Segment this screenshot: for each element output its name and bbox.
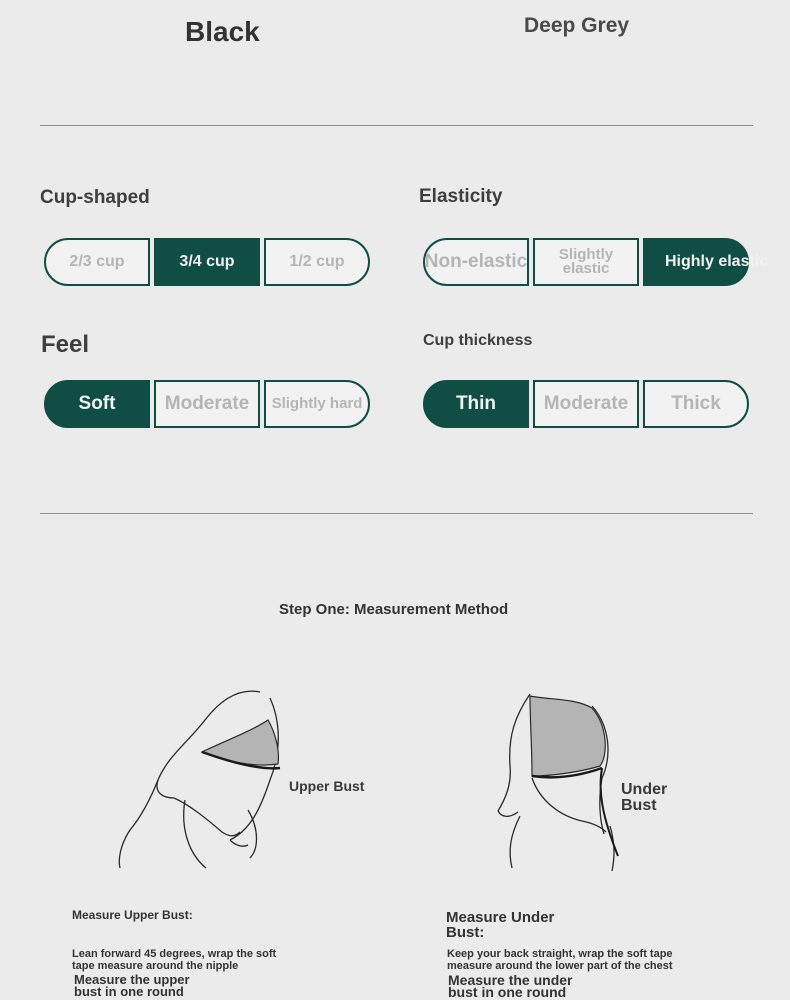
measurement-step-title: Step One: Measurement Method [279,601,509,618]
thickness-option-thick[interactable]: Thick [643,380,749,428]
cup-option-1-2[interactable]: 1/2 cup [264,238,370,286]
feel-option-soft[interactable]: Soft [44,380,150,428]
under-bust-figure-illustration [480,686,630,876]
cup-shaped-title: Cup-shaped [40,187,150,208]
color-option-black[interactable]: Black [185,16,260,47]
upper-bust-instructions: Lean forward 45 degrees, wrap the soft tape measure around the nipple [72,948,277,972]
cup-thickness-selector [423,380,749,428]
cup-option-2-3[interactable]: 2/3 cup [44,238,150,286]
feel-option-moderate[interactable]: Moderate [154,380,260,428]
feel-title: Feel [41,331,90,358]
cup-thickness-title: Cup thickness [423,332,533,349]
under-bust-round-note: Measure the under bust in one round [448,972,573,1000]
divider-middle [40,513,753,514]
feel-selector [44,380,370,428]
cup-option-3-4[interactable]: 3/4 cup [154,238,260,286]
upper-bust-label: Upper Bust [289,778,365,794]
upper-bust-figure-illustration [110,680,300,880]
elasticity-title: Elasticity [419,186,503,207]
elasticity-option-slightly-elastic[interactable]: Slightly elastic [533,238,639,286]
under-bust-label: Under Bust [621,781,668,814]
upper-bust-round-note: Measure the upper bust in one round [74,972,190,999]
thickness-option-thin[interactable]: Thin [423,380,529,428]
upper-bust-heading: Measure Upper Bust: [72,908,193,922]
elasticity-selector [423,238,769,286]
thickness-option-moderate[interactable]: Moderate [533,380,639,428]
divider-top [40,125,753,126]
cup-shaped-selector [44,238,370,286]
elasticity-option-non-elastic[interactable]: Non-elastic [423,238,529,286]
color-option-deep-grey[interactable]: Deep Grey [524,14,630,37]
under-bust-heading: Measure Under Bust: [446,909,555,941]
feel-option-slightly-hard[interactable]: Slightly hard [264,380,370,428]
elasticity-option-highly-elastic[interactable]: Highly elastic [643,238,749,286]
under-bust-instructions: Keep your back straight, wrap the soft tape measure around the lower part of the chest [447,948,673,972]
